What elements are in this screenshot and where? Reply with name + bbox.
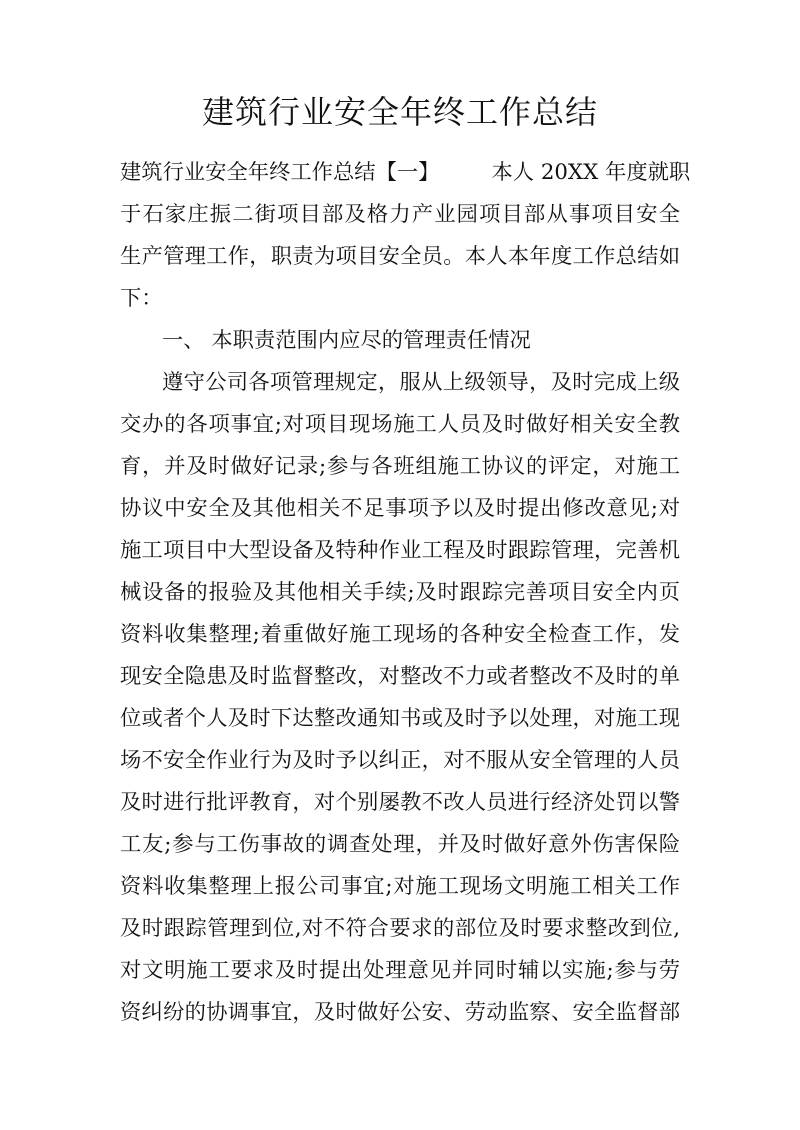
body-line: 资纠纷的协调事宜，及时做好公安、劳动监察、安全监督部 <box>120 1000 680 1025</box>
body-line: 械设备的报验及其他相关手续;及时跟踪完善项目安全内页 <box>120 580 680 605</box>
body-line: 及时进行批评教育，对个别屡教不改人员进行经济处罚以警 <box>120 790 680 815</box>
body-line: 育，并及时做好记录;参与各班组施工协议的评定，对施工 <box>120 454 680 479</box>
intro-line-1 <box>120 158 691 188</box>
body-line: 现安全隐患及时监督整改，对整改不力或者整改不及时的单 <box>120 664 680 689</box>
body-line: 工友;参与工伤事故的调查处理，并及时做好意外伤害保险 <box>120 832 680 857</box>
body-line: 位或者个人及时下达整改通知书或及时予以处理，对施工现 <box>120 706 680 731</box>
body-line: 及时跟踪管理到位,对不符合要求的部位及时要求整改到位, <box>120 916 680 941</box>
body-line: 对文明施工要求及时提出处理意见并同时辅以实施;参与劳 <box>120 958 680 983</box>
intro-line-3: 生产管理工作，职责为项目安全员。本人本年度工作总结如 <box>120 244 680 269</box>
body-line: 协议中安全及其他相关不足事项予以及时提出修改意见;对 <box>120 496 680 521</box>
section-heading: 一、 本职责范围内应尽的管理责任情况 <box>162 328 531 353</box>
body-line: 资料收集整理;着重做好施工现场的各种安全检查工作，发 <box>120 622 680 647</box>
body-line: 资料收集整理上报公司事宜;对施工现场文明施工相关工作 <box>120 874 680 899</box>
body-line: 场不安全作业行为及时予以纠正，对不服从安全管理的人员 <box>120 748 680 773</box>
intro-line1-tail: 本人 20XX 年度就职 <box>491 160 691 185</box>
document-title: 建筑行业安全年终工作总结 <box>201 93 598 131</box>
intro-line-2: 于石家庄振二街项目部及格力产业园项目部从事项目安全 <box>120 202 680 227</box>
body-line: 施工项目中大型设备及特种作业工程及时跟踪管理，完善机 <box>120 538 680 563</box>
intro-line-4: 下： <box>120 286 163 311</box>
body-line: 遵守公司各项管理规定，服从上级领导，及时完成上级 <box>162 370 680 395</box>
body-line: 交办的各项事宜;对项目现场施工人员及时做好相关安全教 <box>120 412 680 437</box>
intro-label: 建筑行业安全年终工作总结【一】 <box>120 160 440 185</box>
